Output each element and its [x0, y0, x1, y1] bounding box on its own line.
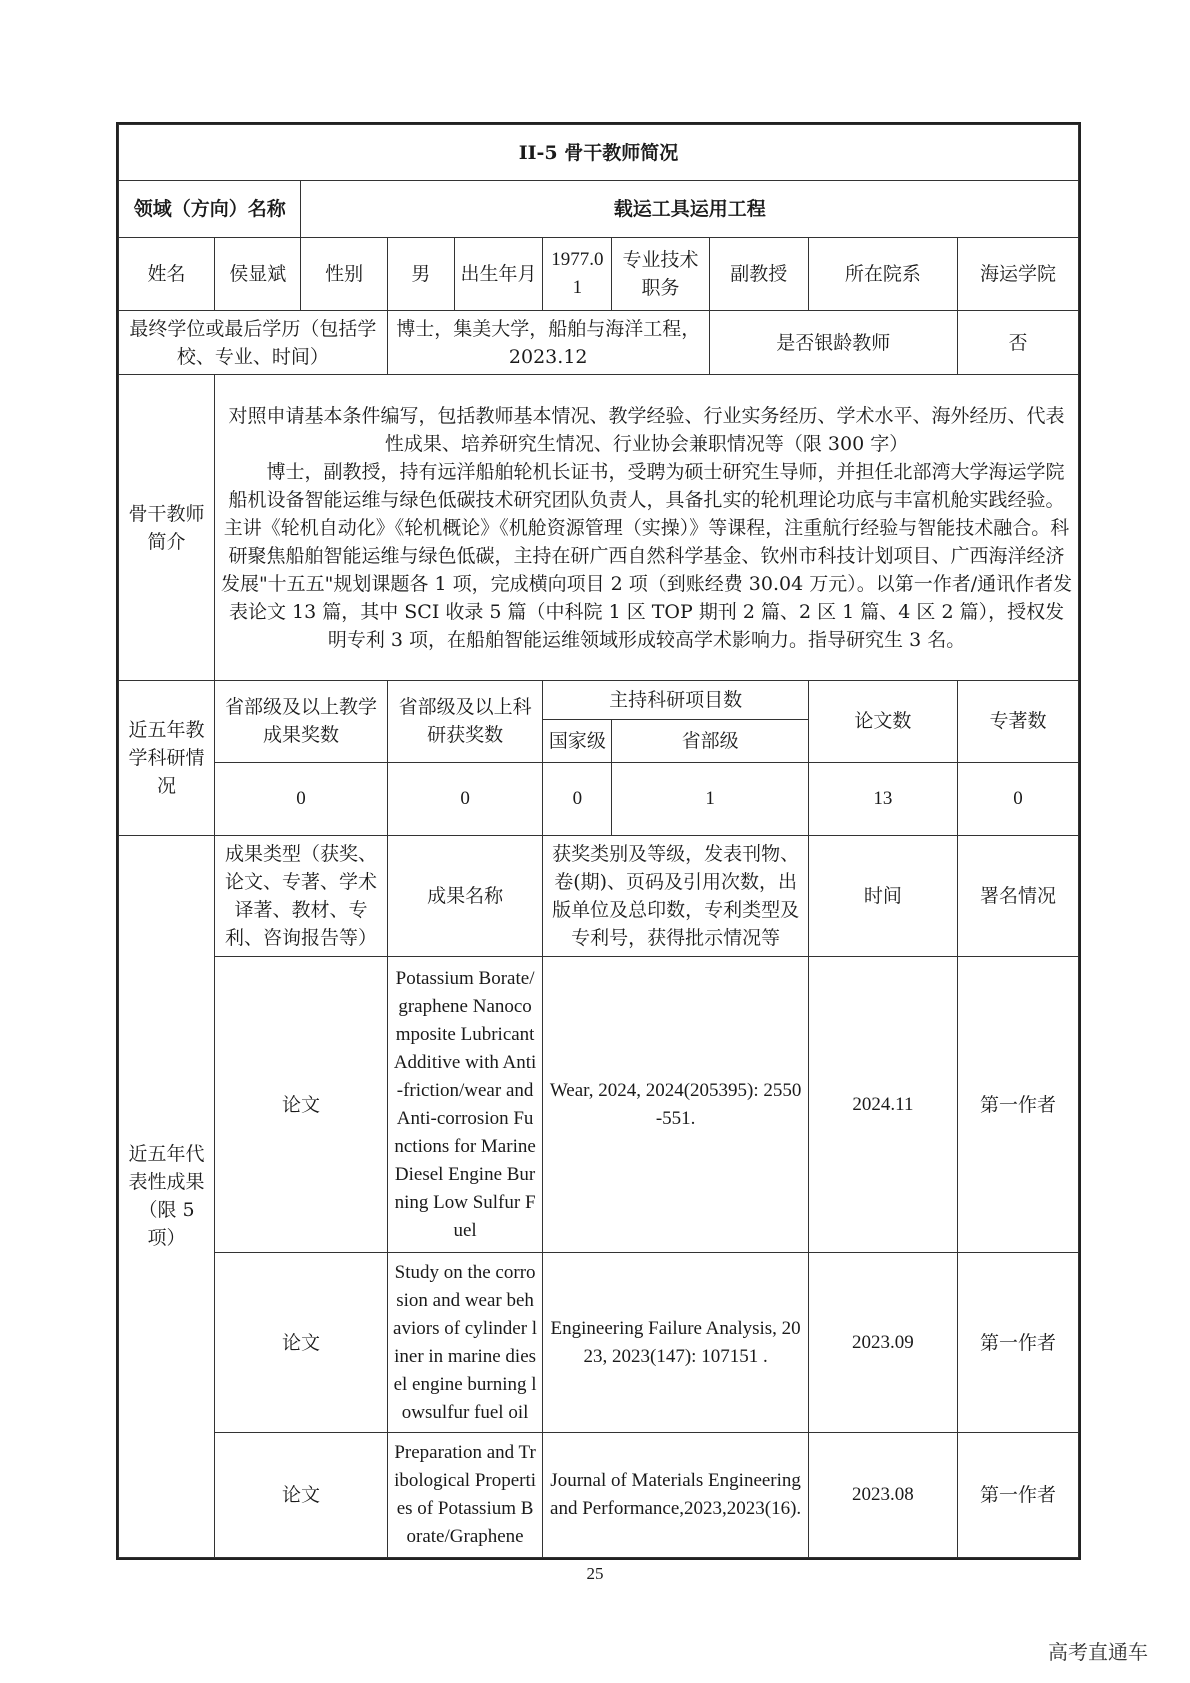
section-title-row [119, 125, 1079, 181]
intro-instruction: 对照申请基本条件编写，包括教师基本情况、教学经验、行业实务经历、学术水平、海外经历、代表性成果、培养研究生情况、行业协会兼职情况等（限 300 字） [228, 404, 1065, 455]
research-award-label: 省部级及以上科研获奖数 [387, 680, 542, 762]
dept-label: 所在院系 [808, 238, 957, 311]
achievement-time: 2024.11 [808, 957, 957, 1253]
achievement-author: 第一作者 [957, 957, 1078, 1253]
achievement-author: 第一作者 [957, 1253, 1078, 1433]
achievement-detail: Engineering Failure Analysis, 2023, 2023(147): 107151 . [543, 1253, 809, 1433]
col-name-header: 成果名称 [387, 835, 542, 957]
title-label: 专业技术职务 [612, 238, 709, 311]
books-value: 0 [957, 762, 1078, 835]
achievement-name: Study on the corrosion and wear behaviors of cylinder liner in marine diesel engine burning lowsulfur fuel oil [387, 1253, 542, 1433]
basic-info-row [119, 238, 1079, 311]
achievement-detail: Wear, 2024, 2024(205395): 2550-551. [543, 957, 809, 1253]
col-type-header: 成果类型（获奖、论文、专著、学术译著、教材、专利、咨询报告等） [215, 835, 388, 957]
birth-label: 出生年月 [454, 238, 543, 311]
provincial-value: 1 [612, 762, 809, 835]
achievement-row [119, 1253, 1079, 1433]
provincial-label: 省部级 [612, 720, 809, 763]
achievement-row [119, 1433, 1079, 1558]
watermark-text: 高考直通车 [1048, 1640, 1148, 1664]
intro-text: 博士，副教授，持有远洋船舶轮机长证书，受聘为硕士研究生导师，并担任北部湾大学海运学院船机设备智能运维与绿色低碳技术研究团队负责人，具备扎实的轮机理论功底与丰富机舱实践经验。主讲《轮机自动化》《轮机概论》《机舱资源管理（实操）》等课程，注重航行经验与智能技术融合。科研聚焦船舶智能运维与绿色低碳，主持在研广西自然科学基金、钦州市科技计划项目、广西海洋经济发展"十五五"规划课题各 1 项，完成横向项目 2 项（到账经费 30.04 万元）。以第一作者/通讯作者发表论文 13 篇，其中 SCI 收录 5 篇（中科院 1 区 TOP 期刊 2 篇、2 区 1 篇、4 区 2 篇），授权发明专利 3 项，在船舶智能运维领域形成较高学术影响力。指导研究生 3 名。 [220, 460, 1073, 651]
name-label: 姓名 [119, 238, 215, 311]
birth-value: 1977.01 [543, 238, 612, 311]
stats-value-row [119, 762, 1079, 835]
field-value: 载运工具运用工程 [301, 181, 1079, 238]
achievements-label: 近五年代表性成果（限 5 项） [119, 835, 215, 1557]
field-row [119, 181, 1079, 238]
achievement-author: 第一作者 [957, 1433, 1078, 1558]
achievement-type: 论文 [215, 1433, 388, 1558]
col-author-header: 署名情况 [957, 835, 1078, 957]
section-title: II-5 骨干教师简况 [119, 125, 1079, 181]
achievement-name: Preparation and Tribological Properties of Potassium Borate/Graphene [387, 1433, 542, 1558]
gender-label: 性别 [301, 238, 387, 311]
national-value: 0 [543, 762, 612, 835]
degree-label: 最终学位或最后学历（包括学校、专业、时间） [119, 310, 388, 374]
gender-value: 男 [387, 238, 454, 311]
achievements-header-row [119, 835, 1079, 957]
projects-label: 主持科研项目数 [543, 680, 809, 719]
page-number: 25 [586, 1564, 604, 1583]
stats-label: 近五年教学科研情况 [119, 680, 215, 835]
national-label: 国家级 [543, 720, 612, 763]
papers-value: 13 [808, 762, 957, 835]
teaching-award-label: 省部级及以上教学成果奖数 [215, 680, 388, 762]
degree-value: 博士，集美大学，船舶与海洋工程，2023.12 [387, 310, 709, 374]
achievement-detail: Journal of Materials Engineering and Performance,2023,2023(16). [543, 1433, 809, 1558]
col-detail-header: 获奖类别及等级，发表刊物、卷(期)、页码及引用次数，出版单位及总印数，专利类型及专利号，获得批示情况等 [543, 835, 809, 957]
achievement-type: 论文 [215, 1253, 388, 1433]
intro-label: 骨干教师简介 [119, 375, 215, 681]
achievement-row [119, 957, 1079, 1253]
achievement-time: 2023.09 [808, 1253, 957, 1433]
form-frame [116, 122, 1081, 1560]
achievement-time: 2023.08 [808, 1433, 957, 1558]
senior-value: 否 [957, 310, 1078, 374]
teacher-profile-table [118, 124, 1079, 1558]
achievement-name: Potassium Borate/graphene Nanocomposite Lubricant Additive with Anti-friction/wear and Anti-corrosion Functions for Marine Diesel Engine Burning Low Sulfur Fuel [387, 957, 542, 1253]
intro-content [215, 375, 1079, 681]
stats-header-row-1 [119, 680, 1079, 719]
field-label: 领域（方向）名称 [119, 181, 301, 238]
dept-value: 海运学院 [957, 238, 1078, 311]
name-value: 侯显斌 [215, 238, 301, 311]
intro-row [119, 375, 1079, 681]
col-time-header: 时间 [808, 835, 957, 957]
achievement-type: 论文 [215, 957, 388, 1253]
teaching-award-value: 0 [215, 762, 388, 835]
degree-row [119, 310, 1079, 374]
title-value: 副教授 [709, 238, 808, 311]
books-label: 专著数 [957, 680, 1078, 762]
papers-label: 论文数 [808, 680, 957, 762]
senior-label: 是否银龄教师 [709, 310, 957, 374]
research-award-value: 0 [387, 762, 542, 835]
